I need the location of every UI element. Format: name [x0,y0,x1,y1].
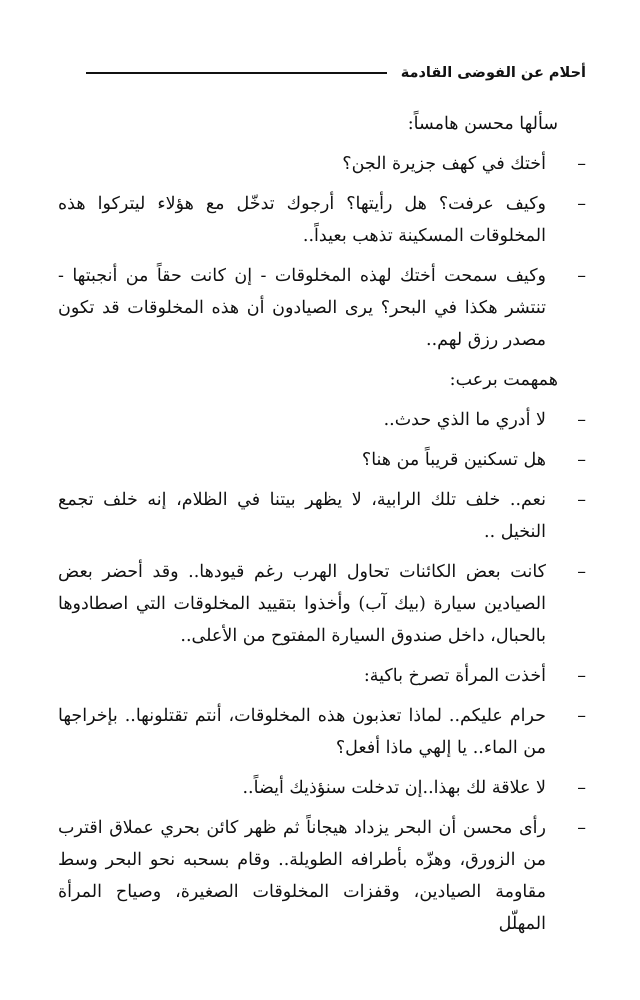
dialogue-text: لا أدري ما الذي حدث.. [383,410,546,430]
dialogue-text: حرام عليكم.. لماذا تعذبون هذه المخلوقات، أنتم تقتلونها.. بإخراجها من الماء.. يا إلهي ماذا أفعل؟ [58,706,546,758]
dialogue-text: وكيف سمحت أختك لهذه المخلوقات - إن كانت حقاً من أنجبتها - تنتشر هكذا في البحر؟ يرى الصيادون أن هذه المخلوقات قد تكون مصدر رزق لهم.. [58,266,546,350]
dialogue-dash: – [577,818,586,838]
dialogue-line [58,260,586,356]
dialogue-dash: – [577,266,586,286]
header-rule [86,72,387,74]
dialogue-line [58,660,586,692]
dialogue-line [58,812,586,940]
dialogue-text: لا علاقة لك بهذا..إن تدخلت سنؤذيك أيضاً.. [242,778,546,798]
dialogue-text: أختك في كهف جزيرة الجن؟ [342,154,546,174]
dialogue-line [58,148,586,180]
dialogue-text: رأى محسن أن البحر يزداد هيجاناً ثم ظهر كائن بحري عملاق اقترب من الزورق، وهزّه بأطرافه الطويلة.. وقام بسحبه نحو البحر وسط مقاومة الصيادين، وقفزات المخلوقات الصغيرة، وصياح المرأة المهلّل [58,818,546,934]
dialogue-line [58,772,586,804]
dialogue-dash: – [577,194,586,214]
dialogue-line [58,188,586,252]
dialogue-text: كانت بعض الكائنات تحاول الهرب رغم قيودها.. وقد أحضر بعض الصيادين سيارة (بيك آب) وأخذوا بتقييد المخلوقات التي اصطادوها بالحبال، داخل صندوق السيارة المفتوح من الأعلى.. [58,562,546,646]
narration-paragraph: همهمت برعب: [449,370,558,390]
dialogue-line [58,700,586,764]
dialogue-line [58,444,586,476]
dialogue-dash: – [577,706,586,726]
dialogue-dash: – [577,450,586,470]
dialogue-dash: – [577,562,586,582]
dialogue-line [58,404,586,436]
dialogue-dash: – [577,666,586,686]
dialogue-line [58,484,586,548]
body-text [58,108,586,948]
dialogue-dash: – [577,154,586,174]
dialogue-dash: – [577,778,586,798]
dialogue-text: وكيف عرفت؟ هل رأيتها؟ أرجوك تدخّل مع هؤلاء ليتركوا هذه المخلوقات المسكينة تذهب بعيداً.. [58,194,546,246]
dialogue-text: نعم.. خلف تلك الرابية، لا يظهر بيتنا في الظلام، إنه خلف تجمع النخيل .. [58,490,546,542]
dialogue-text: هل تسكنين قريباً من هنا؟ [361,450,546,470]
dialogue-dash: – [577,490,586,510]
narration-paragraph: سألها محسن هامساً: [407,114,558,134]
dialogue-dash: – [577,410,586,430]
dialogue-line [58,556,586,652]
running-header-title: أحلام عن الفوضى القادمة [400,65,586,81]
running-header [86,62,586,84]
dialogue-text: أخذت المرأة تصرخ باكية: [363,666,546,686]
